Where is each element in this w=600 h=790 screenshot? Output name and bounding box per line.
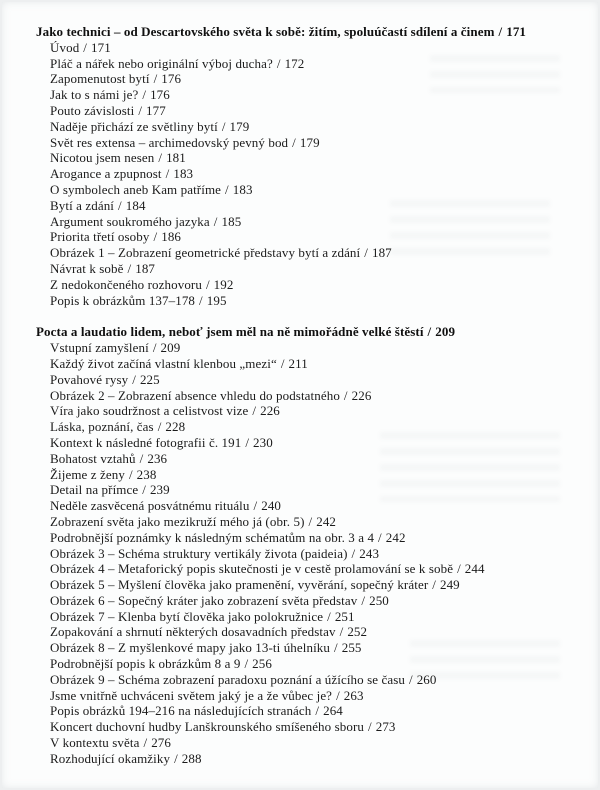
entry-page-number: 179 — [299, 134, 320, 150]
toc-entry — [50, 166, 582, 182]
entry-page-number: 211 — [288, 355, 308, 371]
separator: / — [143, 735, 148, 751]
entry-page-number: 244 — [464, 561, 485, 577]
toc-entry — [50, 609, 582, 625]
separator: / — [158, 150, 163, 166]
entry-title: Popis k obrázkům 137–178 — [50, 292, 196, 308]
entry-title: Obrázek 8 – Z myšlenkové mapy jako 13-ti úhelníku — [50, 640, 331, 656]
entry-page-number: 176 — [150, 87, 170, 103]
toc-entry — [50, 135, 582, 151]
toc-entry — [50, 119, 582, 135]
separator: / — [128, 466, 133, 482]
entry-title: Priorita třetí osoby — [50, 229, 150, 245]
entry-page-number: 238 — [136, 466, 157, 482]
toc-entry — [50, 372, 582, 388]
entry-page-number: 242 — [385, 529, 406, 545]
separator: / — [245, 434, 250, 450]
entry-page-number: 228 — [165, 419, 186, 435]
entry-page-number: 250 — [369, 592, 389, 608]
entry-page-number: 264 — [323, 703, 343, 719]
entry-page-number: 249 — [439, 577, 460, 593]
separator: / — [139, 450, 144, 466]
toc-entry — [50, 356, 582, 372]
entry-title: Obrázek 5 – Myšlení člověka jako pramenění, vyvěrání, sopečný kráter — [50, 577, 429, 593]
entry-title: Víra jako soudržnost a celistvost vize — [50, 403, 249, 419]
entry-title: Detail na přímce — [50, 482, 139, 498]
toc-entry — [50, 103, 582, 119]
separator: / — [127, 260, 132, 276]
toc-entry — [50, 482, 582, 498]
toc-entry — [50, 451, 582, 467]
separator: / — [364, 245, 368, 261]
entry-page-number: 276 — [151, 735, 171, 751]
toc-entry — [50, 40, 582, 56]
toc-entry — [50, 388, 582, 404]
toc-entry — [50, 467, 582, 483]
entry-title: Pouto závislosti — [50, 102, 135, 118]
entry-title: Nicotou jsem nesen — [50, 150, 155, 166]
separator: / — [142, 482, 146, 498]
entry-page-number: 226 — [351, 387, 372, 403]
separator: / — [280, 355, 285, 371]
entry-title: Obrázek 2 – Zobrazení absence vhledu do podstatného — [50, 387, 340, 403]
toc-entry — [50, 245, 582, 261]
entry-title: Vstupní zamyšlení — [50, 340, 149, 356]
entry-title: Povahové rysy — [50, 371, 129, 387]
separator: / — [336, 687, 340, 703]
entry-page-number: 230 — [253, 434, 273, 450]
entry-title: Arogance a zpupnost — [50, 166, 162, 182]
separator: / — [142, 87, 147, 103]
toc-section — [36, 24, 582, 308]
toc-entry — [50, 546, 582, 562]
separator: / — [432, 577, 436, 593]
section-page-number: 209 — [435, 324, 456, 340]
entry-page-number: 187 — [371, 245, 392, 261]
entry-title: Svět res extensa – archimedovský pevný bod — [50, 134, 289, 150]
separator: / — [427, 324, 432, 340]
separator: / — [132, 371, 136, 387]
separator: / — [157, 419, 162, 435]
toc-entry — [50, 214, 582, 230]
entry-page-number: 288 — [181, 750, 202, 766]
entry-title: Bohatost vztahů — [50, 450, 136, 466]
entry-title: Obrázek 3 – Schéma struktury vertikály života (paideia) — [50, 545, 348, 561]
toc-entry — [50, 403, 582, 419]
entry-title: Kontext k následné fotografii č. 191 — [50, 434, 242, 450]
entry-page-number: 260 — [416, 671, 437, 687]
separator: / — [213, 213, 218, 229]
toc-section — [36, 324, 582, 766]
entry-title: Podrobnější popis k obrázkům 8 a 9 — [50, 656, 241, 672]
entry-title: Koncert duchovní hudby Lanškrounského smíšeného sboru — [50, 719, 364, 735]
entry-title: Obrázek 4 – Metaforický popis skutečnosti je v cestě prolamování se k sobě — [50, 561, 454, 577]
section-heading — [36, 24, 582, 40]
toc-entry — [50, 182, 582, 198]
separator: / — [253, 498, 258, 514]
entry-title: O symbolech aneb Kam patříme — [50, 181, 222, 197]
separator: / — [225, 181, 229, 197]
section-page-number: 171 — [506, 24, 527, 39]
separator: / — [368, 719, 372, 735]
toc-entry — [50, 624, 582, 640]
separator: / — [315, 703, 320, 719]
entry-title: Láska, poznání, čas — [50, 419, 154, 435]
toc-entry — [50, 561, 582, 577]
separator: / — [292, 134, 296, 150]
toc-entry — [50, 656, 582, 672]
toc-entry — [50, 229, 582, 245]
entry-page-number: 251 — [334, 608, 355, 624]
entry-title: Obrázek 6 – Sopečný kráter jako zobrazení světa představ — [50, 592, 358, 608]
entry-page-number: 187 — [135, 260, 156, 276]
entry-title: Obrázek 7 – Klenba bytí člověka jako polokružnice — [50, 608, 324, 624]
toc-entry — [50, 672, 582, 688]
separator: / — [327, 608, 331, 624]
toc-entry — [50, 419, 582, 435]
entry-page-number: 263 — [343, 687, 364, 703]
toc-entry — [50, 277, 582, 293]
entry-title: Zapomenutost bytí — [50, 71, 150, 87]
separator: / — [378, 529, 382, 545]
separator: / — [118, 197, 122, 213]
separator: / — [152, 340, 157, 356]
separator: / — [83, 39, 88, 55]
section-heading — [36, 324, 582, 340]
separator: / — [153, 229, 158, 245]
toc-entry — [50, 293, 582, 309]
toc-entry — [50, 751, 582, 767]
section-title-text: Jako technici – od Descartovského světa k sobě: žitím, spoluúčastí sdílení a činem — [36, 24, 495, 39]
entry-title: Bytí a zdání — [50, 197, 115, 213]
entry-page-number: 179 — [229, 118, 250, 134]
entry-page-number: 185 — [221, 213, 242, 229]
entry-page-number: 186 — [161, 229, 182, 245]
separator: / — [244, 656, 249, 672]
entry-page-number: 209 — [160, 340, 181, 356]
toc-entry — [50, 735, 582, 751]
entry-title: Popis obrázků 194–216 na následujících stranách — [50, 703, 312, 719]
section-title-text: Pocta a laudatio lidem, neboť jsem měl na ně mimořádně velké štěstí — [36, 324, 424, 340]
entry-page-number: 177 — [146, 102, 166, 118]
toc-entry — [50, 703, 582, 719]
entry-page-number: 183 — [232, 181, 253, 197]
toc-entry — [50, 514, 582, 530]
entry-title: Neděle zasvěcená posvátnému rituálu — [50, 498, 250, 514]
entry-title: Každý život začíná vlastní klenbou „mezi“ — [50, 355, 277, 371]
entry-page-number: 195 — [206, 292, 227, 308]
entry-page-number: 192 — [213, 276, 234, 292]
entry-title: Zobrazení světa jako mezikruží mého já (obr. 5) — [50, 513, 305, 529]
entry-title: Žijeme z ženy — [50, 466, 125, 482]
toc-entry — [50, 198, 582, 214]
separator: / — [221, 118, 226, 134]
entry-page-number: 243 — [359, 545, 380, 561]
toc-entry — [50, 640, 582, 656]
entry-page-number: 239 — [149, 482, 170, 498]
toc-entry — [50, 56, 582, 72]
entry-title: Obrázek 9 – Schéma zobrazení paradoxu poznání a úžícího se času — [50, 671, 405, 687]
separator: / — [334, 640, 338, 656]
entry-page-number: 255 — [341, 640, 362, 656]
section-items — [36, 340, 582, 767]
separator: / — [252, 403, 257, 419]
separator: / — [165, 166, 170, 182]
separator: / — [174, 750, 178, 766]
entry-page-number: 226 — [260, 403, 280, 419]
entry-title: Argument soukromého jazyka — [50, 213, 210, 229]
entry-title: Obrázek 1 – Zobrazení geometrické představy bytí a zdání — [50, 245, 361, 261]
separator: / — [343, 387, 348, 403]
entry-title: Naděje přichází ze světliny bytí — [50, 118, 218, 134]
entry-page-number: 181 — [166, 150, 186, 166]
separator: / — [457, 561, 461, 577]
separator: / — [199, 292, 203, 308]
entry-title: Z nedokončeného rozhovoru — [50, 276, 202, 292]
entry-page-number: 176 — [161, 71, 182, 87]
entry-title: Zopakování a shrnutí některých dosavadních představ — [50, 624, 336, 640]
entry-page-number: 252 — [347, 624, 368, 640]
toc-entry — [50, 435, 582, 451]
entry-page-number: 256 — [252, 656, 272, 672]
separator: / — [153, 71, 158, 87]
separator: / — [276, 55, 281, 71]
toc-entry — [50, 593, 582, 609]
entry-title: Jak to s námi je? — [50, 87, 139, 103]
toc-entry — [50, 719, 582, 735]
entry-page-number: 184 — [125, 197, 146, 213]
toc-entry — [50, 340, 582, 356]
entry-title: Návrat k sobě — [50, 260, 124, 276]
entry-page-number: 171 — [91, 39, 111, 55]
entry-title: Rozhodující okamžiky — [50, 750, 171, 766]
entry-title: Úvod — [50, 39, 80, 55]
toc-entry — [50, 530, 582, 546]
entry-page-number: 240 — [261, 498, 282, 514]
toc-entry — [50, 498, 582, 514]
separator: / — [351, 545, 356, 561]
entry-title: Pláč a nářek nebo originální výboj ducha? — [50, 55, 273, 71]
separator: / — [361, 592, 366, 608]
entry-title: Podrobnější poznámky k následným schématům na obr. 3 a 4 — [50, 529, 375, 545]
toc-entry — [50, 87, 582, 103]
separator: / — [205, 276, 210, 292]
entry-page-number: 172 — [284, 55, 305, 71]
entry-page-number: 225 — [139, 371, 160, 387]
toc-entry — [50, 261, 582, 277]
toc-entry — [50, 688, 582, 704]
toc-entry — [50, 577, 582, 593]
entry-page-number: 236 — [147, 450, 168, 466]
entry-page-number: 273 — [375, 719, 396, 735]
entry-title: V kontextu světa — [50, 735, 140, 751]
separator: / — [408, 671, 413, 687]
separator: / — [308, 513, 313, 529]
toc-entry — [50, 71, 582, 87]
entry-title: Jsme vnitřně uchváceni světem jaký je a že vůbec je? — [50, 687, 333, 703]
separator: / — [138, 102, 143, 118]
entry-page-number: 183 — [173, 166, 194, 182]
toc-entry — [50, 150, 582, 166]
separator: / — [498, 24, 503, 39]
section-items — [36, 40, 582, 309]
separator: / — [339, 624, 344, 640]
entry-page-number: 242 — [316, 513, 337, 529]
